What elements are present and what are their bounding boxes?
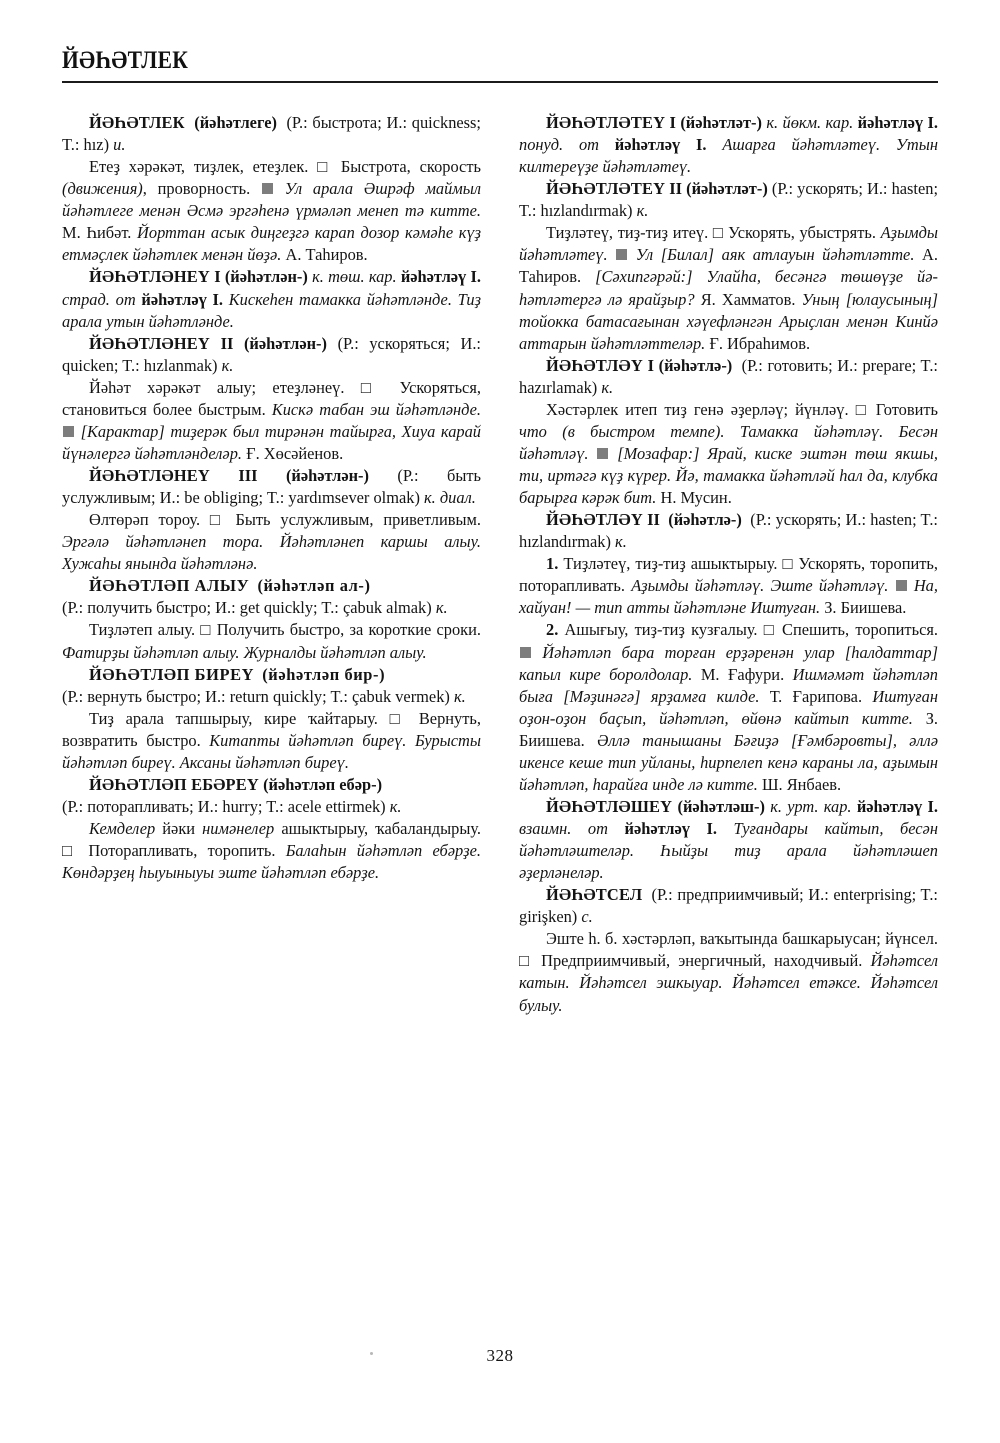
headword-gloss: (Р.: ускорять; И.: hasten; T.: hızlandırmak): [519, 179, 938, 221]
headword-pos: к.: [435, 598, 448, 618]
open-square-marker: □: [519, 951, 533, 971]
headword: ЙӘҺӘТЛӘШЕҮ: [546, 796, 673, 816]
headword-pos: к.: [389, 796, 402, 816]
definition-bashkir: Өлтөрәп тороу.: [89, 510, 201, 530]
right-column: [519, 112, 938, 1017]
headword: ЙӘҺӘТСЕЛ: [546, 885, 643, 905]
citation-source: З. Биишева.: [824, 598, 907, 618]
headword-roman: I: [214, 267, 221, 287]
headword: ЙӘҺӘТЛӘҮ: [546, 355, 643, 375]
headword: ЙӘҺӘТЛЕК: [89, 113, 185, 132]
headword: ЙӘҺӘТЛӘҮ: [546, 510, 643, 530]
filled-square-marker: [262, 183, 273, 194]
examples: Йәһәтсел катын. Йәһәтсел эшкыуар. Йәһәтсел етәксе. Йәһәтсел булыу.: [519, 951, 938, 1015]
headword-gloss: (Р.: ускоряться; И.: quicken; T.: hızlanmak): [62, 333, 481, 375]
definition-bashkir: нимәнелер: [202, 819, 275, 838]
cross-ref-label: кар.: [825, 113, 854, 132]
headword-gloss: (Р.: быстрота; И.: quickness; T.: hız): [62, 113, 481, 155]
entry-yahatsel-body: [519, 928, 938, 1016]
citation-source: Н. Мусин.: [660, 488, 732, 508]
definition-bashkir: Етеҙ хәрәкәт, тиҙлек, етеҙлек.: [89, 157, 309, 177]
citations: Әллә танышаны Бәғиҙә [Ғәмбәровты], әллә икенсе кеше тип уйланы, һирпелеп кенә караны ла, аҙымын йәһәтләп, һарайға инде лә китте.: [519, 730, 938, 794]
headword-paradigm: (йәһәтлән-): [285, 466, 369, 485]
cross-ref-target: йәһәтләү I.: [400, 267, 481, 287]
headword-paradigm: (йәһәтлә-): [668, 510, 742, 530]
cross-ref-target: йәһәтләү I.: [856, 796, 938, 816]
cross-ref-target: йәһәтләү I.: [624, 819, 717, 838]
citation-source: Ғ. Ибраһимов.: [709, 333, 811, 353]
citations: Ул арала Әшрәф маймыл йәһәтлеге менән Әсмә эргәһенә үрмәләп менеп тә китте.: [62, 179, 481, 221]
entry-yahatlap-ebareu-head: [62, 774, 481, 818]
definition-bashkir: Кемделер: [89, 819, 156, 838]
citation-source: З. Биишева.: [519, 708, 938, 750]
definition-russian: Получить быстро, за короткие сроки.: [216, 620, 481, 640]
grammar-note: взаимн. от: [519, 819, 608, 838]
headword: ЙӘҺӘТЛӘТЕҮ: [546, 113, 666, 132]
open-square-marker: □: [855, 399, 869, 419]
examples: Китапты йәһәтләп биреү. Бурысты йәһәтләп биреү. Аксаны йәһәтләп биреү.: [62, 730, 481, 772]
headword-paradigm: (йәһәтлән-): [224, 267, 308, 287]
left-column: [62, 112, 481, 1017]
entry-yahatlek-head: [62, 112, 481, 156]
filled-square-marker: [896, 580, 907, 591]
definition-russian: Предприимчивый, энергичный, находчивый.: [541, 951, 863, 971]
headword: ЙӘҺӘТЛӘНЕҮ: [89, 466, 210, 485]
open-square-marker: □: [360, 377, 384, 397]
citation-source: Я. Хамматов.: [700, 289, 796, 309]
citation-source: М. Ғафури.: [700, 664, 785, 684]
definition-bashkir: Тиҙ арала тапшырыу, кире ҡайтарыу.: [89, 708, 378, 728]
headword-paradigm: (йәһәтлә-): [658, 355, 733, 375]
headword-paradigm: (йәһәтләт-): [680, 113, 762, 132]
definition-bashkir: Тиҙләтеп алыу.: [89, 620, 196, 640]
headword-paradigm: (йәһәтлән-): [243, 333, 327, 353]
page-number: 328: [486, 1346, 514, 1365]
entry-yahatlaneu-2-body: [62, 377, 481, 465]
open-square-marker: □: [782, 554, 794, 574]
headword-pos: и.: [113, 135, 126, 155]
open-square-marker: □: [389, 708, 408, 728]
entry-yahatlau-2-sense-1: [519, 553, 938, 619]
definition-bashkir: йәки: [162, 819, 196, 838]
header-rule: [62, 81, 938, 83]
headword-pos: к. йөкм.: [766, 113, 822, 132]
definition-bashkir: Йәһәт хәрәкәт алыу; етеҙләнеү.: [89, 377, 345, 397]
citations: [Мозафар:] Ярай, киске эштән төш якшы, ти, иртәгә күҙ күрер. Йә, тамакка йәһәтләй һал да, клубка барырға кәрәк бит.: [519, 443, 938, 508]
citations: Йәһәтләп бара торған ерҙәренән улар [һалдаттар] капыл кире боролдолар.: [519, 642, 938, 684]
examples: Балаһын йәһәтләп ебәрҙе. Көндәрҙең һыуыныуы эште йәһәтләп ебәрҙе.: [62, 841, 481, 883]
open-square-marker: □: [763, 620, 776, 640]
headword-gloss: (Р.: предприимчивый; И.: enterprising; T.: girişken): [519, 885, 938, 927]
entry-yahatlateu-1: [519, 112, 938, 178]
examples: Аҙымды йәһәтләү. Эште йәһәтләү.: [631, 576, 889, 596]
filled-square-marker: [597, 448, 608, 459]
style-label: диал.: [439, 488, 476, 508]
citation-source: Т. Ғарипова.: [769, 686, 863, 706]
entry-yahatlau-2-head: [519, 509, 938, 553]
citations: На, хайуан! — тип атты йәһәтләне Иштуған.: [519, 576, 938, 618]
examples: Тамакка йәһәтләү. Бесән йәһәтләү.: [519, 421, 939, 463]
entry-yahatlap-bireu-head: [62, 664, 481, 708]
headword-paradigm: (йәһәтләп бир-): [262, 664, 386, 684]
entry-yahatsel-head: [519, 884, 938, 928]
headword-pos: к.: [221, 355, 234, 375]
headword-gloss: (Р.: поторапливать; И.: hurry; T.: acele ettirmek): [62, 796, 386, 816]
entry-yahatlaneu-3-head: [62, 465, 481, 509]
headword-roman: II: [220, 333, 234, 353]
definition-bashkir: Тиҙләтеү, тиҙ-тиҙ итеү.: [546, 223, 709, 243]
examples: Аҙымды йәһәтләтеү.: [519, 223, 939, 265]
entry-yahatlap-alyu-head: [62, 575, 481, 619]
headword-roman: II: [647, 510, 660, 530]
headword-pos: к. төш.: [312, 267, 365, 287]
open-square-marker: □: [200, 620, 212, 640]
headword-paradigm: (йәһәтлеге): [194, 113, 277, 132]
sense-number: 2.: [546, 620, 559, 640]
grammar-note: понуд. от: [519, 135, 599, 155]
entry-yahatlateu-2-head: [519, 178, 938, 222]
running-head: ЙӘҺӘТЛЕК: [62, 47, 189, 74]
headword-pos: к.: [636, 201, 649, 221]
cross-ref-target: йәһәтләү I.: [614, 135, 707, 155]
headword-paradigm: (йәһәтләп ебәр-): [263, 774, 383, 794]
headword-roman: I: [669, 113, 676, 132]
definition-russian: Ускоряться, становиться более быстрым.: [62, 377, 481, 419]
headword: ЙӘҺӘТЛӘТЕҮ: [546, 179, 666, 199]
examples: Эргәлә йәһәтләнеп тора. Йәһәтләнеп каршы алыу. Хужаһы янында йәһәтләнә.: [62, 532, 481, 574]
cross-ref-label: кар.: [368, 267, 397, 287]
headword-paradigm: (йәһәтләп ал-): [257, 576, 371, 596]
definition-bashkir: ашыктырыу, ҡабаландырыу.: [281, 819, 481, 838]
filled-square-marker: [63, 426, 74, 437]
headword-gloss: (Р.: получить быстро; И.: get quickly; T.: çabuk almak): [62, 598, 432, 618]
headword-roman: I: [647, 355, 654, 375]
citation-source: А. Таһиров.: [285, 245, 368, 265]
headword: ЙӘҺӘТЛӘНЕҮ: [89, 333, 210, 353]
headword-paradigm: (йәһәтләт-): [686, 179, 768, 199]
headword-gloss: (Р.: ускорять; И.: hasten; T.: hızlandırmak): [519, 510, 938, 552]
filled-square-marker: [616, 249, 627, 260]
citation-source: М. Һибәт.: [62, 223, 132, 243]
open-square-marker: □: [317, 157, 332, 177]
cross-ref-target: йәһәтләү I.: [141, 289, 224, 309]
sense-number: 1.: [546, 554, 559, 574]
headword-roman: III: [238, 466, 258, 485]
headword: ЙӘҺӘТЛӘНЕҮ: [89, 267, 210, 287]
definition-russian: Ускорять, торопить, поторапливать.: [519, 554, 938, 596]
citations: Ул [Билал] аяк атлауын йәһәтләтте.: [635, 245, 915, 265]
open-square-marker: □: [62, 841, 79, 861]
entry-yahatlau-1-body: [519, 399, 938, 509]
column-container: [62, 112, 938, 1017]
grammar-note: страд. от: [62, 289, 136, 309]
entry-yahatlap-alyu-body: [62, 619, 481, 663]
definition-bashkir: Эште һ. б. хәстәрләп, ваҡытында башкарыусан; йүнсел.: [546, 929, 938, 949]
headword-pos: с.: [581, 907, 593, 927]
definition-russian: Быстрота, скорость (движения), проворность.: [62, 157, 481, 199]
headword-pos: к. урт.: [770, 796, 819, 816]
cross-ref-target: йәһәтләү I.: [857, 113, 938, 132]
definition-russian: Поторапливать, торопить.: [88, 841, 276, 861]
definition-russian: Готовить что (в быстром темпе).: [519, 399, 938, 441]
entry-yahatlek-body: [62, 156, 481, 266]
headword-roman: II: [669, 179, 683, 199]
headword-pos: к.: [601, 377, 614, 397]
examples: Туғандары кайтып, бесән йәһәтләштеләр. Һыйҙы тиҙ арала йәһәтләшеп әҙерләнеләр.: [519, 819, 938, 883]
citations: Йорттан асык диңгеҙгә карап дозор кәмәһе күҙ етмәҫлек йәһәтлек менән йөҙә.: [62, 223, 481, 265]
citation-source: А. Таһиров.: [519, 245, 938, 287]
definition-russian: Быть услужливым, приветливым.: [235, 510, 481, 530]
entry-yahatlap-ebareu-body: [62, 818, 481, 884]
citations: Уның [юлаусының] тойокка батасағынан хәүефләнгән Арыҫлан менән Кинйә аттарын йәһәтләттеләр.: [519, 289, 938, 353]
entry-yahatlateu-2-body: [519, 222, 938, 354]
headword-gloss: (Р.: быть услужливым; И.: be obliging; T.: yardımsever olmak): [62, 466, 481, 508]
open-square-marker: □: [712, 223, 724, 243]
citations: [Сәхипгәрәй:] Улайһа, бесәнгә төшөүҙе йәһәтләтергә лә ярайҙыр?: [519, 267, 938, 309]
headword: ЙӘҺӘТЛӘП АЛЫУ: [89, 576, 250, 596]
examples: Кискеһен тамакка йәһәтләнде. Тиҙ арала утын йәһәтләнде.: [62, 289, 481, 331]
entry-yahatlasheu: [519, 796, 938, 884]
citations: Иштуған оҙон-оҙон баҫып, йәһәтләп, өйөнә кайтып китте.: [519, 686, 938, 728]
definition-bashkir: Ашығыу, тиҙ-тиҙ кузғалыу.: [564, 620, 758, 640]
examples: Кискә табан эш йәһәтләнде.: [271, 399, 481, 419]
headword-pos: к.: [424, 488, 436, 508]
cross-ref-label: кар.: [823, 796, 852, 816]
entry-yahatlaneu-2-head: [62, 333, 481, 377]
running-head-area: [62, 48, 938, 83]
definition-bashkir: Хәстәрлек итеп тиҙ генә әҙерләү; йүнләү.: [546, 399, 849, 419]
citations: [Карактар] тиҙерәк был тирәнән тайырға, Хиуа карай йүнәлергә йәһәтләнделәр.: [62, 421, 481, 463]
examples: Ашарға йәһәтләтеү. Утын килтереүҙе йәһәтләтеү.: [519, 135, 938, 177]
definition-russian: Ускорять, убыстрять.: [728, 223, 876, 243]
entry-yahatlaneu-3-body: [62, 509, 481, 575]
headword-gloss: (Р.: готовить; И.: prepare; T.: hazırlamak): [519, 355, 938, 397]
headword: ЙӘҺӘТЛӘП БИРЕҮ: [89, 664, 255, 684]
headword-gloss: (Р.: вернуть быстро; И.: return quickly; T.: çabuk vermek): [62, 686, 450, 706]
entry-yahatlau-1-head: [519, 355, 938, 399]
definition-russian: Вернуть, возвратить быстро.: [62, 708, 481, 750]
headword-pos: к.: [615, 532, 627, 552]
definition-bashkir: Тиҙләтеү, тиҙ-тиҙ ашыктырыу.: [563, 554, 778, 574]
entry-yahatlau-2-sense-2: [519, 619, 938, 796]
headword-paradigm: (йәһәтләш-): [677, 796, 765, 816]
definition-russian: Спешить, торопиться.: [782, 620, 938, 640]
citation-source: Ғ. Хөсәйенов.: [246, 443, 344, 463]
filled-square-marker: [520, 647, 531, 658]
citations: Ишмәмәт йәһәтләп быға [Мәҙинәгә] ярҙамға килде.: [519, 664, 938, 706]
entry-yahatlaneu-1: [62, 266, 481, 332]
citation-source: Ш. Янбаев.: [761, 774, 842, 794]
open-square-marker: □: [209, 510, 226, 530]
entry-yahatlap-bireu-body: [62, 708, 481, 774]
headword-pos: к.: [453, 686, 466, 706]
examples: Фатирҙы йәһәтләп алыу. Журналды йәһәтләп алыу.: [62, 642, 427, 662]
headword: ЙӘҺӘТЛӘП ЕБӘРЕҮ: [89, 774, 259, 794]
